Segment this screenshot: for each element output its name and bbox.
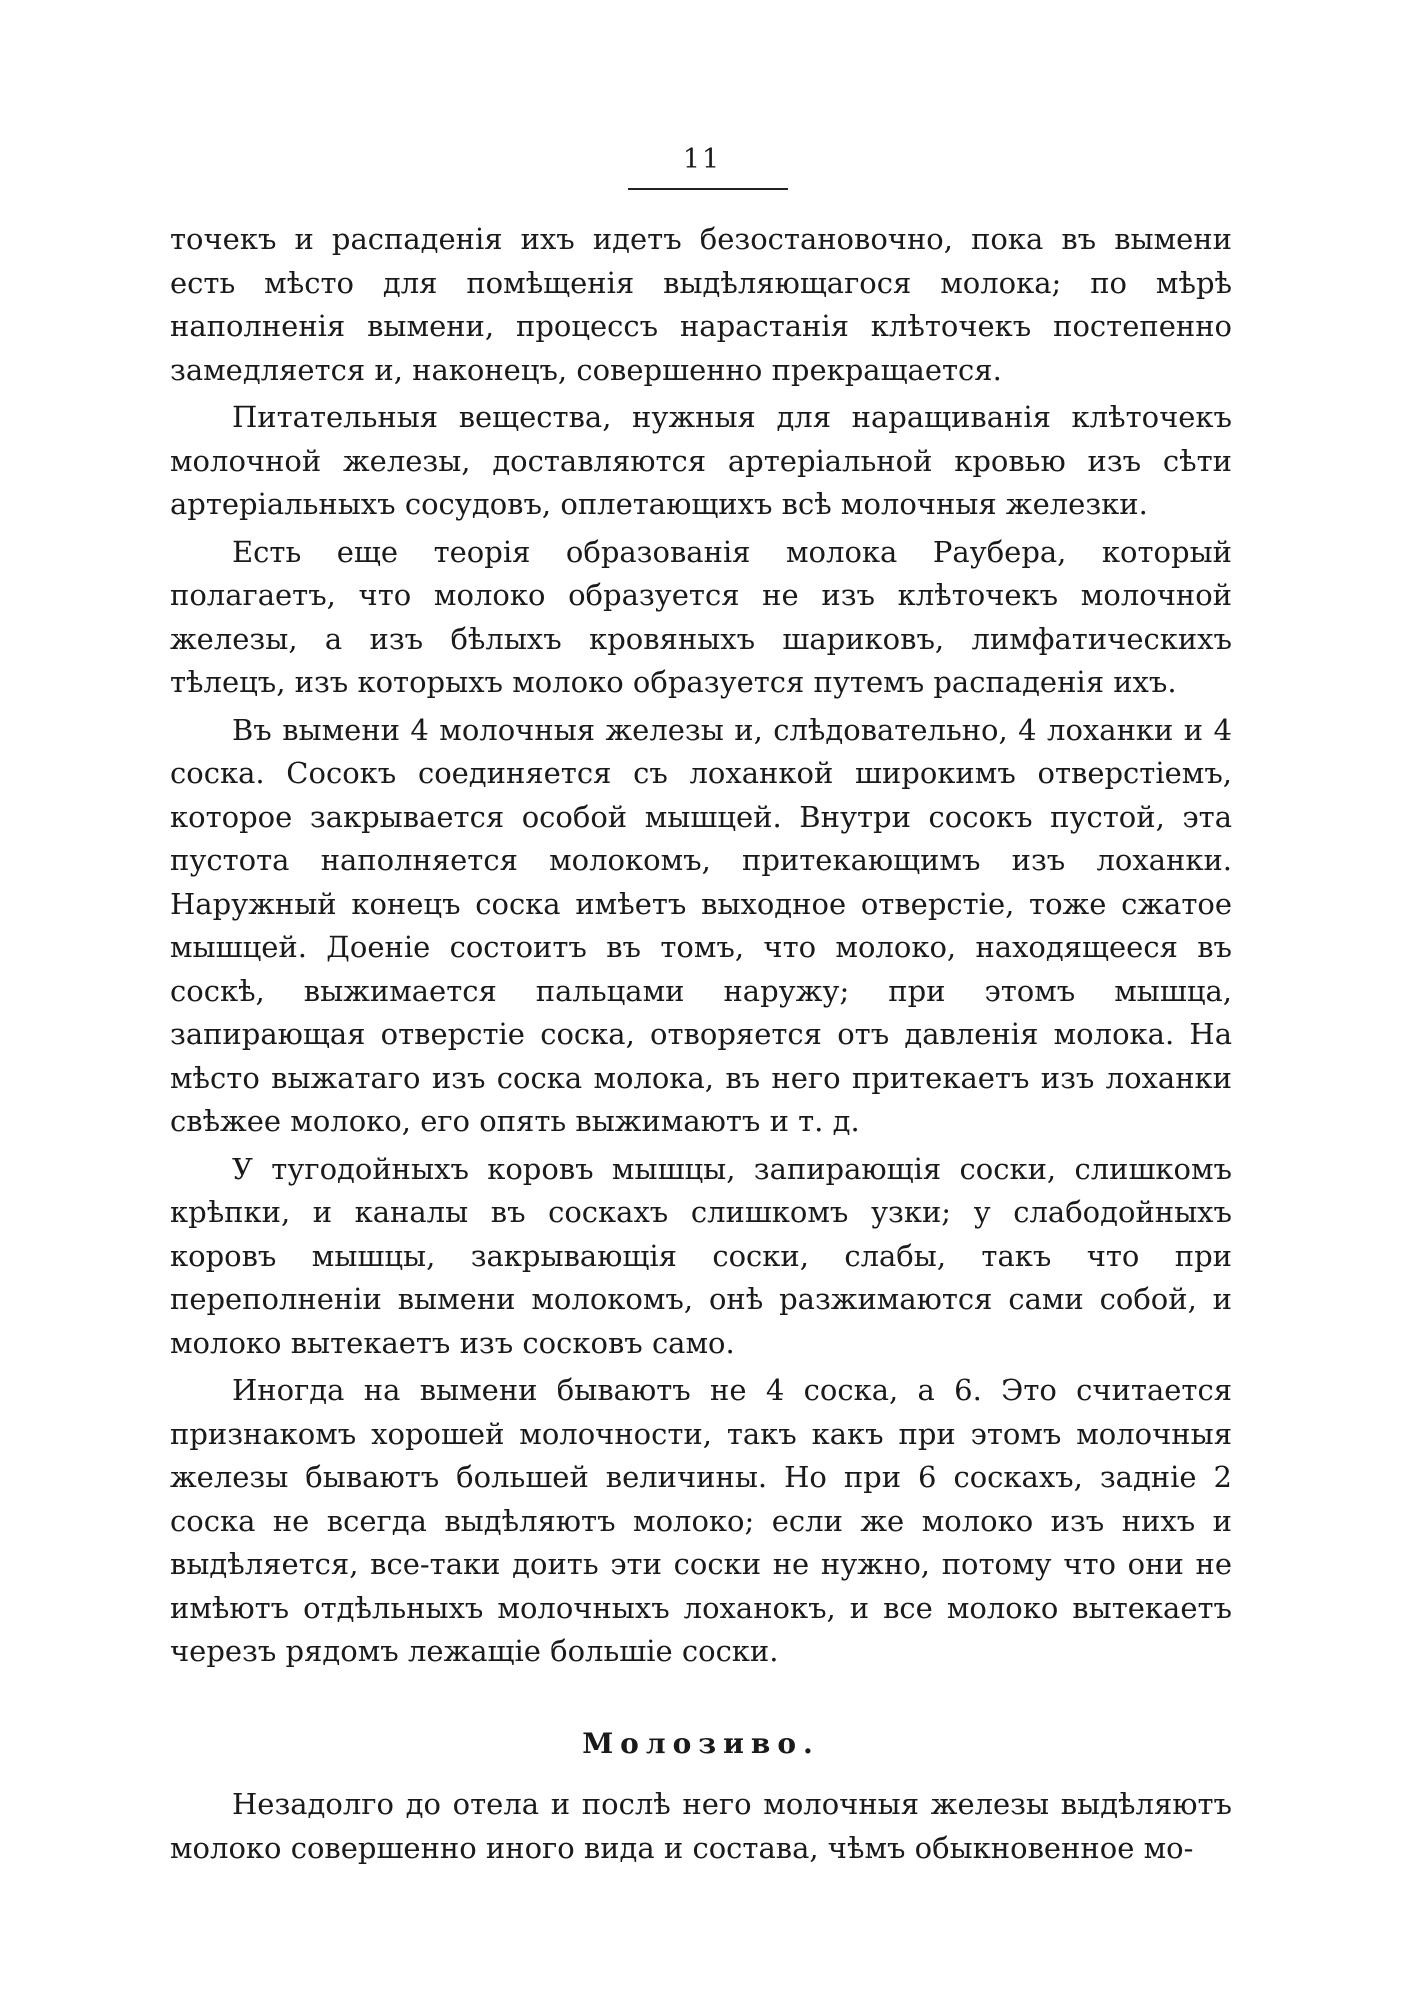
paragraph-4: Въ вымени 4 молочныя железы и, слѣдовательно, 4 лоханки и 4 соска. Сосокъ соединяется съ лоханкой широкимъ отверстіемъ, которое закрывается особой мышцей. Внутри сосокъ пустой, эта пустота наполняется молокомъ, притекающимъ изъ лоханки. Наружный конецъ соска имѣетъ выходное отверстіе, тоже сжатое мышцей. Доеніе состоитъ въ томъ, что молоко, находящееся въ соскѣ, выжимается пальцами наружу; при этомъ мышца, запирающая отверстіе соска, отворяется отъ давленія молока. На мѣсто выжатаго изъ соска молока, въ него притекаетъ изъ лоханки свѣжее молоко, его опять выжимаютъ и т. д.: [170, 712, 1232, 1138]
section-paragraph: Незадолго до отела и послѣ него молочныя железы выдѣляютъ молоко совершенно иного вида и состава, чѣмъ обыкновенное мо-: [170, 1787, 1232, 1865]
page-number: 11: [682, 144, 722, 175]
text-block: [170, 218, 1232, 1874]
paragraph-3: Есть еще теорія образованія молока Раубера, который полагаетъ, что молоко образуется не изъ клѣточекъ молочной железы, а изъ бѣлыхъ кровяныхъ шариковъ, лимфатическихъ тѣлецъ, изъ которыхъ молоко образуется путемъ распаденія ихъ.: [170, 534, 1232, 699]
paragraph-2: Питательныя вещества, нужныя для наращиванія клѣточекъ молочной железы, доставляются артеріальной кровью изъ сѣти артеріальныхъ сосудовъ, оплетающихъ всѣ молочныя железки.: [170, 400, 1232, 521]
page-number-rule: [628, 188, 788, 190]
paragraph-5: У тугодойныхъ коровъ мышцы, запирающія соски, слишкомъ крѣпки, и каналы въ соскахъ слишкомъ узки; у слабодойныхъ коровъ мышцы, закрывающія соски, слабы, такъ что при переполненіи вымени молокомъ, онѣ разжимаются сами собой, и молоко вытекаетъ изъ сосковъ само.: [170, 1151, 1232, 1360]
paragraph-6: Иногда на вымени бываютъ не 4 соска, а 6. Это считается признакомъ хорошей молочности, такъ какъ при этомъ молочныя железы бываютъ большей величины. Но при 6 соскахъ, задніе 2 соска не всегда выдѣляютъ молоко; если же молоко изъ нихъ и выдѣляется, все-таки доить эти соски не нужно, потому что они не имѣютъ отдѣльныхъ молочныхъ лоханокъ, и все молоко вытекаетъ черезъ рядомъ лежащіе большіе соски.: [170, 1373, 1232, 1668]
paragraph-1: точекъ и распаденія ихъ идетъ безостановочно, пока въ вымени есть мѣсто для помѣщенія выдѣляющагося молока; по мѣрѣ наполненія вымени, процессъ нарастанія клѣточекъ постепенно замедляется и, наконецъ, совершенно прекращается.: [170, 222, 1232, 387]
section-heading: Молозиво.: [582, 1726, 820, 1760]
